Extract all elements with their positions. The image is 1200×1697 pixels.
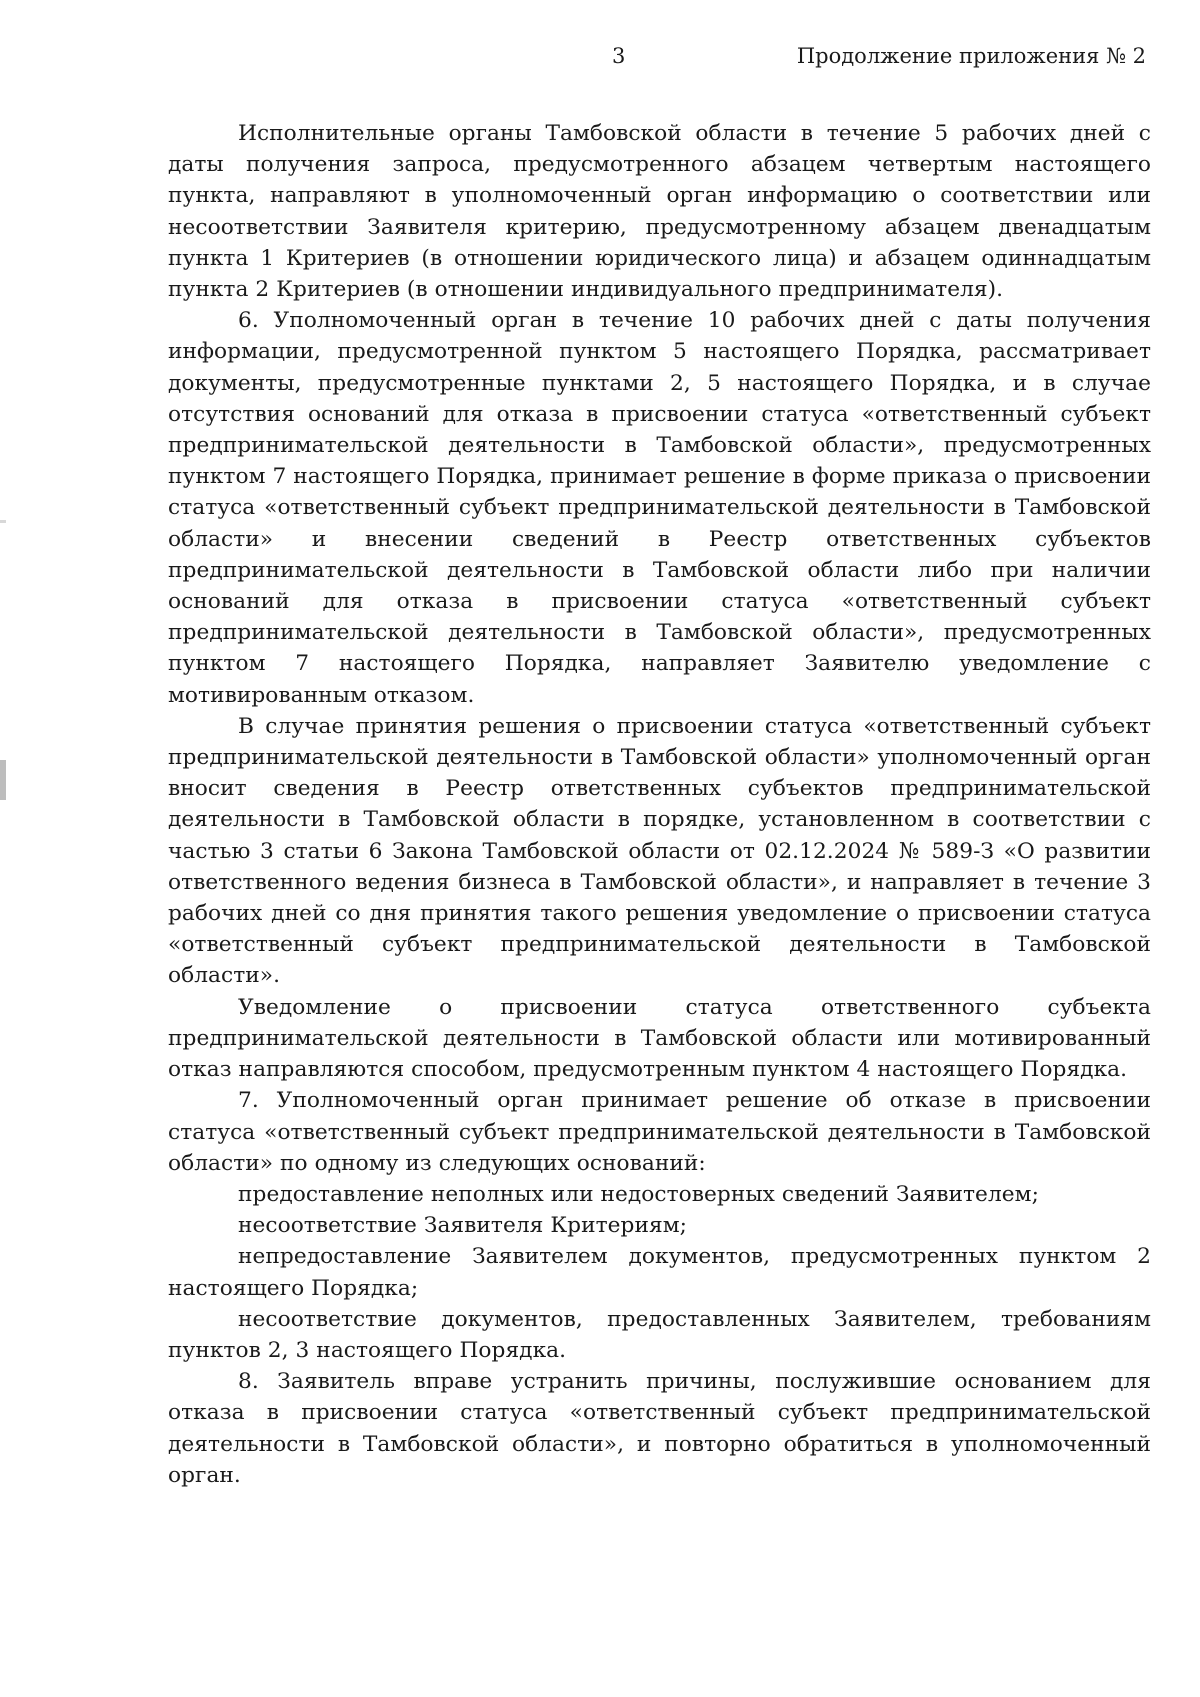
list-item-criteria-mismatch: несоответствие Заявителя Критериям; xyxy=(238,1213,688,1239)
paragraph-item-6: 6. Уполномоченный орган в течение 10 рабочих дней с даты получения информации, предусмотренной пунктом 5 настоящего Порядка, рассматривает документы, предусмотренные пунктами 2, 5 настоящего Порядка, и в случае отсутствия оснований для отказа в присвоении статуса «ответственный субъект предпринимательской деятельности в Тамбовской области», предусмотренных пунктом 7 настоящего Порядка, принимает решение в форме приказа о присвоении статуса «ответственный субъект предпринимательской деятельности в Тамбовской области» и внесении сведений в Реестр ответственных субъектов предпринимательской деятельности в Тамбовской области либо при наличии оснований для отказа в присвоении статуса «ответственный субъект предпринимательской деятельности в Тамбовской области», предусмотренных пунктом 7 настоящего Порядка, направляет Заявителю уведомление с мотивированным отказом. xyxy=(168,308,1151,708)
list-item-missing-documents: непредоставление Заявителем документов, предусмотренных пунктом 2 настоящего Порядка; xyxy=(168,1244,1151,1301)
list-item-document-requirements: несоответствие документов, предоставленных Заявителем, требованиям пунктов 2, 3 настоящего Порядка. xyxy=(168,1306,1151,1363)
page-number: 3 xyxy=(612,44,626,68)
document-body xyxy=(168,118,1151,1491)
paragraph-executive-bodies: Исполнительные органы Тамбовской области в течение 5 рабочих дней с даты получения запроса, предусмотренного абзацем четвертым настоящего пункта, направляют в уполномоченный орган информацию о соответствии или несоответствии Заявителя критерию, предусмотренному абзацем двенадцатым пункта 1 Критериев (в отношении юридического лица) и абзацем одиннадцатым пункта 2 Критериев (в отношении индивидуального предпринимателя). xyxy=(168,121,1151,303)
appendix-continuation-label: Продолжение приложения № 2 xyxy=(796,44,1146,68)
paragraph-item-8: 8. Заявитель вправе устранить причины, послужившие основанием для отказа в присвоении статуса «ответственный субъект предпринимательской деятельности в Тамбовской области», и повторно обратиться в уполномоченный орган. xyxy=(168,1369,1151,1488)
paragraph-status-granted: В случае принятия решения о присвоении статуса «ответственный субъект предпринимательской деятельности в Тамбовской области» уполномоченный орган вносит сведения в Реестр ответственных субъектов предпринимательской деятельности в Тамбовской области в порядке, установленном в соответствии с частью 3 статьи 6 Закона Тамбовской области от 02.12.2024 № 589-З «О развитии ответственного ведения бизнеса в Тамбовской области», и направляет в течение 3 рабочих дней со дня принятия такого решения уведомление о присвоении статуса «ответственный субъект предпринимательской деятельности в Тамбовской области». xyxy=(168,713,1151,989)
list-item-incomplete-data: предоставление неполных или недостоверных сведений Заявителем; xyxy=(238,1181,1039,1207)
scan-edge-marks xyxy=(0,0,6,1697)
paragraph-notification: Уведомление о присвоении статуса ответственного субъекта предпринимательской деятельности в Тамбовской области или мотивированный отказ направляются способом, предусмотренным пунктом 4 настоящего Порядка. xyxy=(168,994,1151,1083)
paragraph-item-7: 7. Уполномоченный орган принимает решение об отказе в присвоении статуса «ответственный субъект предпринимательской деятельности в Тамбовской области» по одному из следующих оснований: xyxy=(168,1088,1151,1176)
